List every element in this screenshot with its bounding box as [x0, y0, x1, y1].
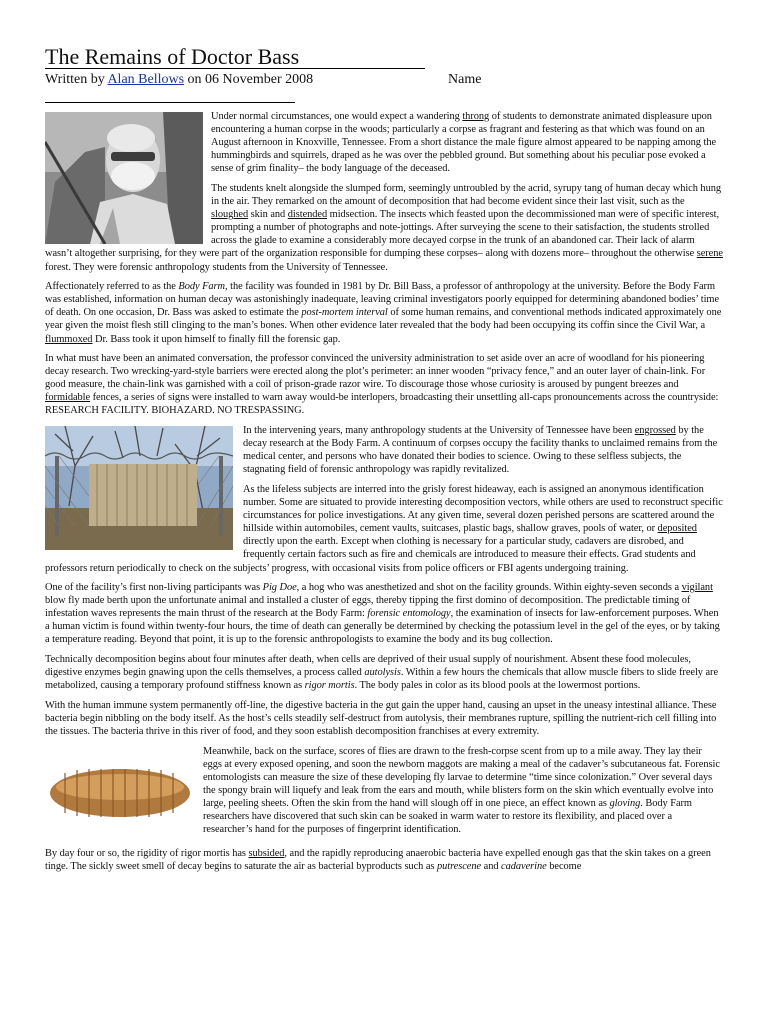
paragraph-1: Under normal circumstances, one would expect a wandering throng of students to demonstrate animated displeasure upon encountering a human corpse in the woods; particularly a corpse as fragrant and festering as that which was found on an August afternoon in Knoxville, Tennessee. From a short distance the male figure almost appeared to be napping among the hummingbirds and squirrels, draped as he was over the pebbled ground. But something about his peculiar pose evoked a sense of grim finality– the body language of the deceased.	[211, 111, 717, 175]
title-underline	[45, 68, 425, 69]
portrait-photo	[45, 112, 203, 244]
paragraph-11: By day four or so, the rigidity of rigor mortis has subsided, and the rapidly reproducing anaerobic bacteria have expelled enough gas that the skin takes on a green tinge. The sickly sweet smell of decay begins to saturate the air as bacterial byproducts such as putrescene and cadaverine become	[45, 847, 711, 872]
gate-photo	[45, 426, 233, 550]
paragraph-2: The students knelt alongside the slumped form, seemingly untroubled by the acrid, syrupy tang of human decay which hung in the air. They remarked on the amount of decomposition that had become evident since their last visit, such as the sloughed skin and distended midsection. The insects which feasted upon the decommissioned man were of specific interest, prompting a number of photographs and note-jottings. After surveying the scene to their satisfaction, the students strolled across the glade to examine a considerably more decayed corpse in the trunk of an abandoned car. Their lack of alarm wasn’t altogether surprising, for they were part of the organization responsible for dumping these corpses– along with dozens more– throughout the otherwise serene forest. They were forensic anthropology students from the University of Tennessee.	[45, 182, 723, 273]
paragraph-8: Technically decomposition begins about four minutes after death, when cells are deprived of their usual supply of nourishment. Absent these food molecules, digestive enzymes begin gnawing upon the cells themselves, a process called autolysis. Within a few hours the chemicals that allow muscle fibers to slide freely are metabolized, causing a temporary profound stiffness known as rigor mortis. The body pales in color as its blood pools at the lowermost portions.	[45, 654, 719, 692]
paragraph-7: One of the facility’s first non-living participants was Pig Doe, a hog who was anesthetized and shot on the facility grounds. Within eighty-seven seconds a vigilant blow fly made berth upon the unfortunate animal and installed a cluster of eggs, thereby tipping the first domino of decomposition. The predictable timing of infestation waves represents the main thrust of the research at the Body Farm: forensic entomology, the examination of insects for law-enforcement purposes. When a human victim is found within twenty-four hours, the time of death can generally be determined by checking the potassium level in the gel of the eyes, or by taking a temperature reading. Beyond that point, it is up to the forensic anthropologists to examine the body and its bug collection.	[45, 582, 720, 646]
byline-date: on 06 November 2008	[184, 72, 314, 87]
paragraph-5: In the intervening years, many anthropology students at the University of Tennessee have been engrossed by the decay research at the Body Farm. A continuum of corpses occupy the facility thanks to unclaimed remains from the medical center, and persons who have donated their bodies to science. Owing to these selfless subjects, the stagnating field of forensic anthropology was rapidly revitalized.	[243, 425, 718, 476]
name-blank-line	[45, 102, 295, 103]
article-body	[45, 110, 723, 879]
paragraph-4: In what must have been an animated conversation, the professor convinced the university administration to set aside over an acre of woodland for his pioneering decay research. Two wrecking-yard-style barriers were erected along the plot’s perimeter: an inner wooden “privacy fence,” and an outer layer of chain-link. For good measure, the chain-link was garnished with a coil of prison-grade razor wire. To discourage those whose curiosity is aroused by pungent breezes and formidable fences, a series of signs were installed to warn away would-be interlopers, broadcasting their unsettling all-caps pronouncements across the countryside: RESEARCH FACILITY. BIOHAZARD. NO TRESPASSING.	[45, 353, 719, 417]
paragraph-6: As the lifeless subjects are interred into the grisly forest hideaway, each is assigned an anonymous identification number. Some are situated to provide interesting decomposition vectors, while others are used to reconstruct specific circumstances for police investigations. At any given time, several dozen perished persons are scattered around the hillside within automobiles, cement vaults, suitcases, plastic bags, shallow graves, pools of water, or deposited directly upon the earth. Except when clothing is necessary for a particular study, cadavers are disrobed, and frequently certain factors such as fire and chemicals are introduced to measure their effects. Grad students and professors return periodically to check on the subjects’ progress, with occasional visits from police officers or FBI agents undergoing training.	[45, 483, 723, 574]
paragraph-3: Affectionately referred to as the Body Farm, the facility was founded in 1981 by Dr. Bill Bass, a professor of anthropology at the university. Before the Body Farm was established, information on human decay was astonishingly inadequate, leaving criminal investigators poorly equipped for determining abandoned bodies’ time of death. On one occasion, Dr. Bass was asked to estimate the post-mortem interval of some human remains, and conventional methods indicated approximately one year given the moist flesh still clinging to the man’s bones. When other evidence later revealed that the body had been occupying its coffin since the Civil War, a flummoxed Dr. Bass took it upon himself to finally fill the forensic gap.	[45, 281, 722, 345]
byline	[45, 71, 313, 88]
article-title: The Remains of Doctor Bass	[45, 44, 300, 69]
name-field-label: Name	[448, 72, 482, 87]
paragraph-10: Meanwhile, back on the surface, scores of flies are drawn to the fresh-corpse scent from up to a mile away. They lay their eggs at every exposed opening, and soon the newborn maggots are making a meal of the cadaver’s subcutaneous fat. Forensic entomologists can measure the size of these developing fly larvae to determine “time since colonization.” Over several days the spongy brain will liquefy and leak from the ears and mouth, while blisters form on the skin which eventually evolve into large, peeling sheets. Often the skin from the hand will slough off in one piece, an effect known as gloving. Body Farm researchers have discovered that such skin can be soaked in warm water to restore its flexibility, and placed over a researcher’s hand for the purposes of fingerprint identification.	[203, 745, 720, 836]
author-link[interactable]: Alan Bellows	[107, 72, 185, 87]
byline-prefix: Written by	[45, 72, 108, 87]
paragraph-9: With the human immune system permanently off-line, the digestive bacteria in the gut gain the upper hand, causing an upset in the uneasy intestinal alliance. These bacteria begin nibbling on the body itself. As the host’s cells steadily self-destruct from autolysis, their membranes rupture, spilling the nutrient-rich cell filling into the tissues. The bacteria thrive in this river of food, and they soon establish decomposition franchises at every extremity.	[45, 699, 717, 738]
maggot-photo	[45, 757, 195, 827]
